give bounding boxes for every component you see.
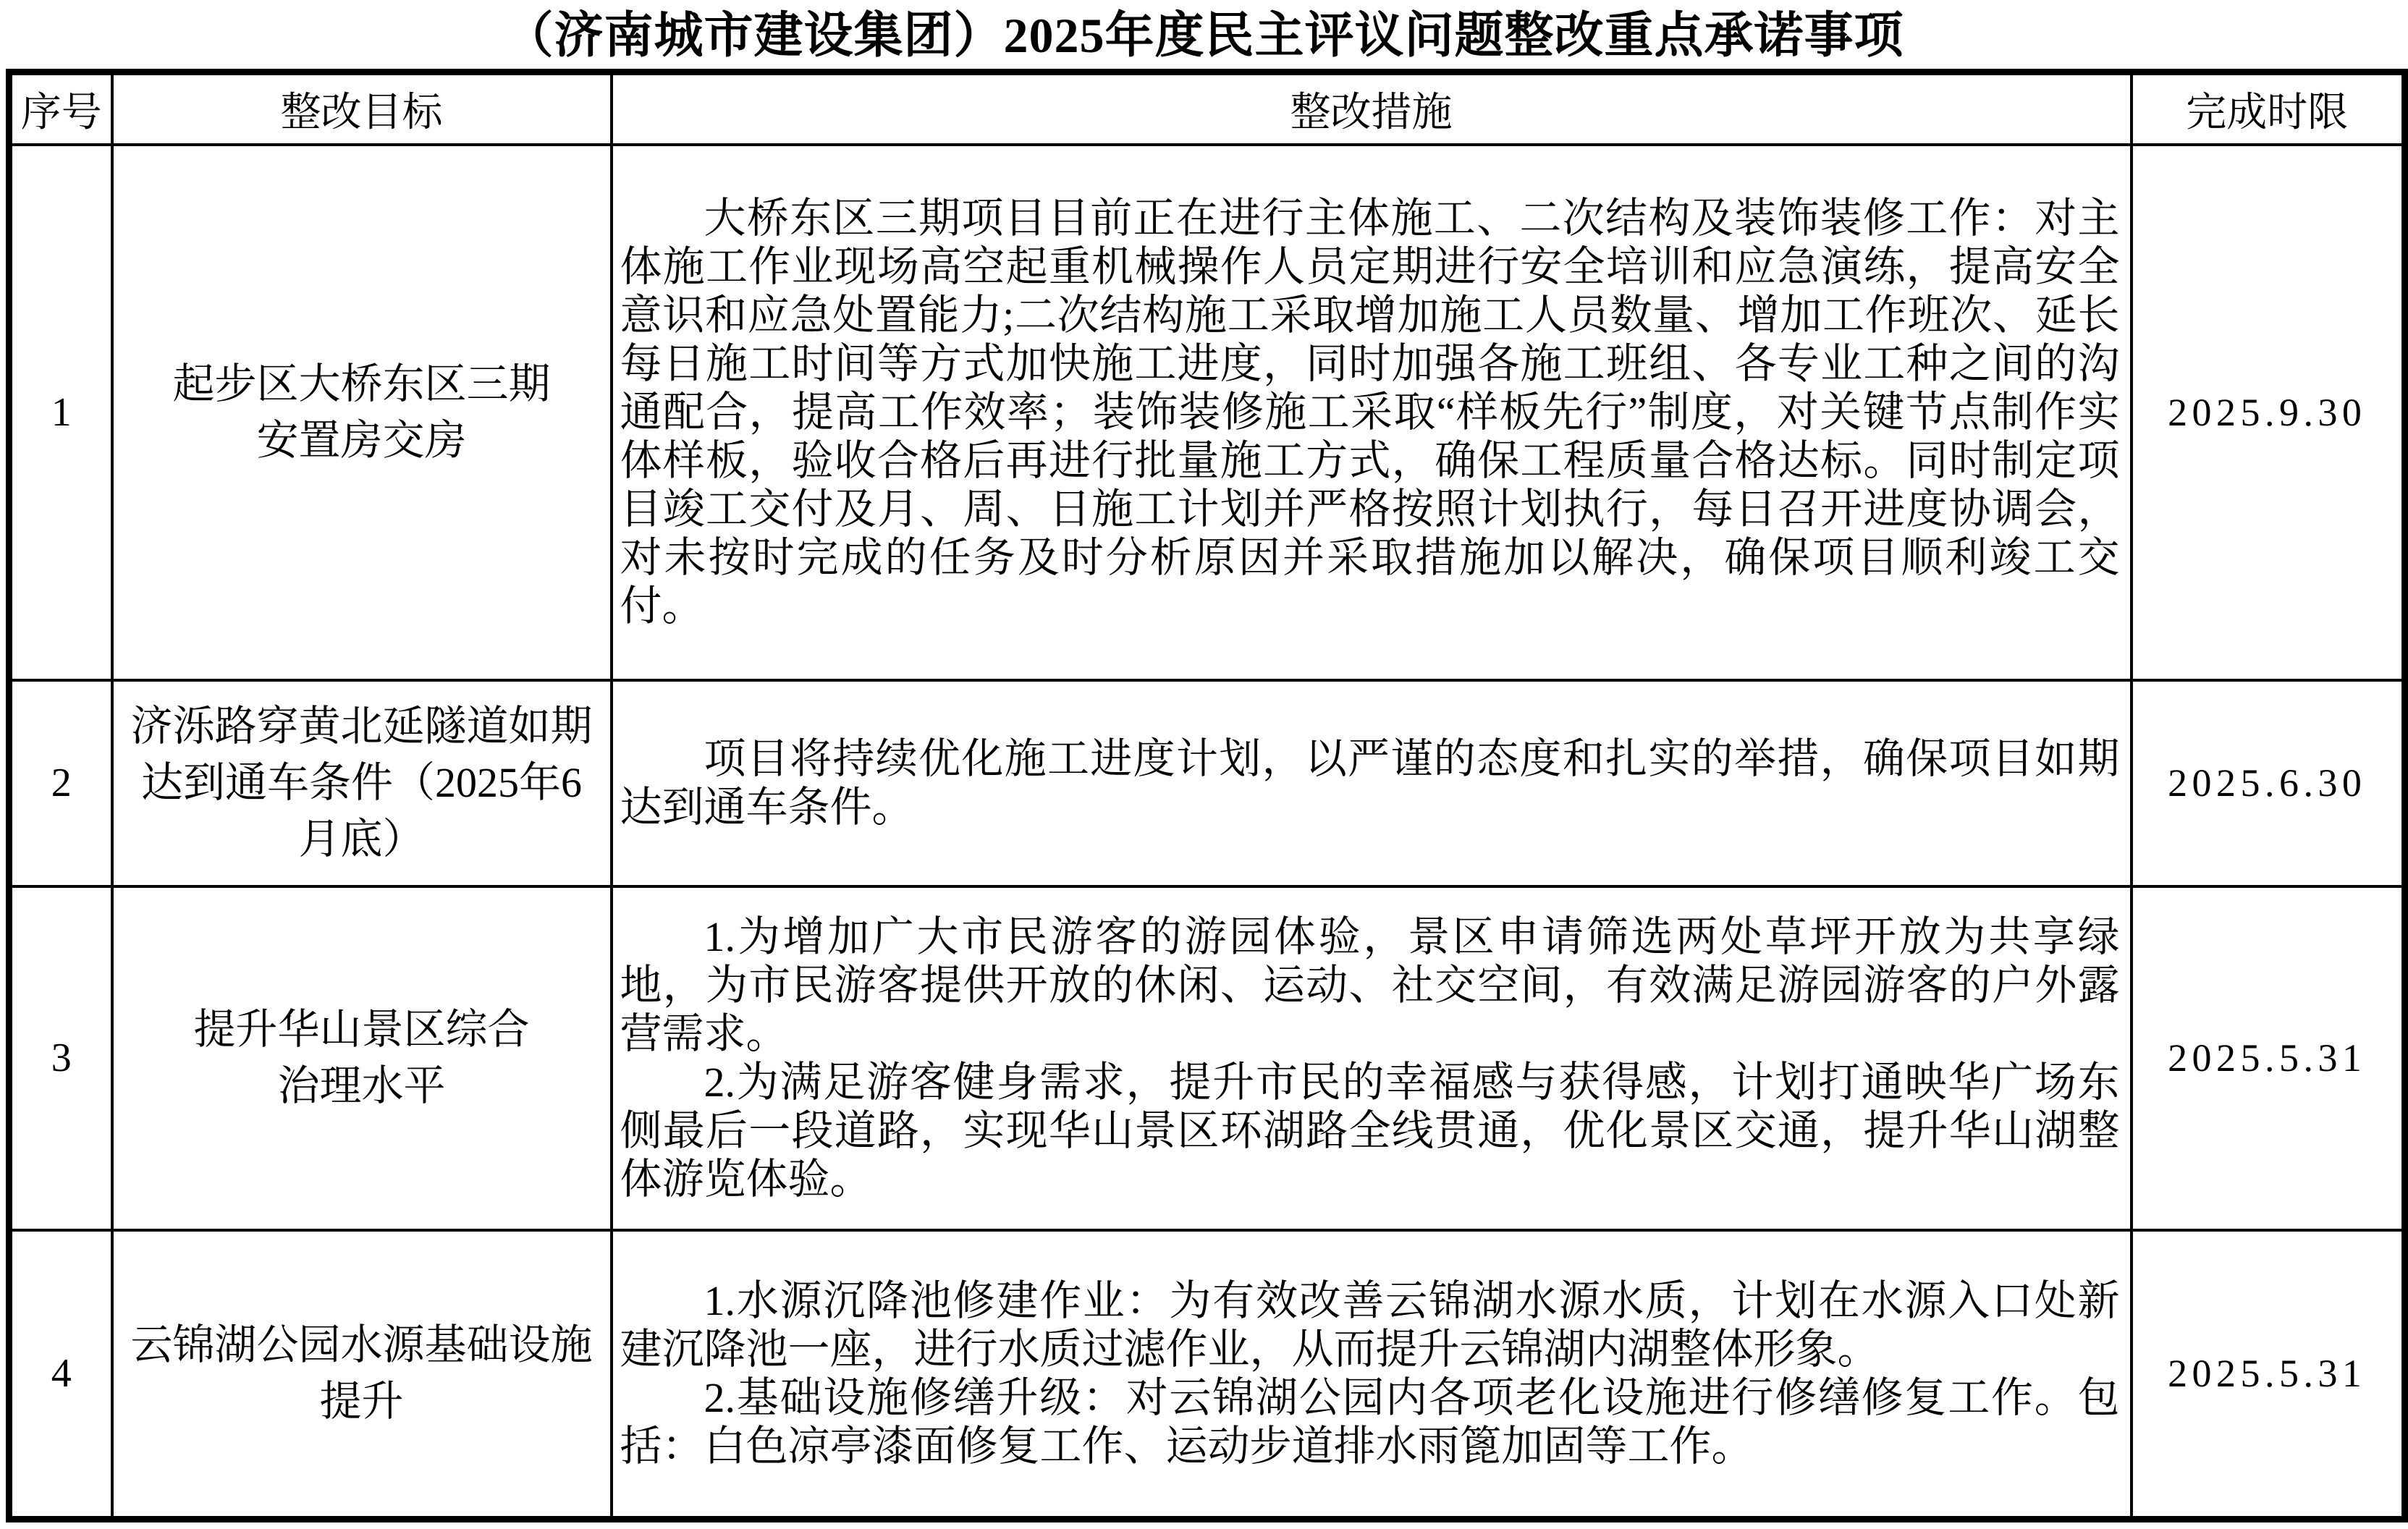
row-index: 3 [9,886,112,1230]
goal-line: 提升华山景区综合 [193,1006,530,1053]
column-header-measures: 整改措施 [612,72,2132,145]
deadline-cell: 2025.9.30 [2132,145,2405,680]
goal-line: 安置房交房 [256,416,467,464]
goal-line: 提升 [319,1378,404,1426]
rectification-table [6,69,2408,1522]
measure-paragraph: 1.为增加广大市民游客的游园体验，景区申请筛选两处草坪开放为共享绿地，为市民游客提供开放的休闲、运动、社交空间，有效满足游园游客的户外露营需求。 [620,913,2120,1057]
measure-paragraph: 2.为满足游客健身需求，提升市民的幸福感与获得感，计划打通映华广场东侧最后一段道路，实现华山景区环湖路全线贯通，优化景区交通，提升华山湖整体游览体验。 [620,1059,2120,1203]
goal-line: 月底） [298,816,425,863]
measures-cell [612,886,2132,1230]
measure-paragraph: 项目将持续优化施工进度计划，以严谨的态度和扎实的举措，确保项目如期达到通车条件。 [620,735,2120,831]
row-index: 2 [9,680,112,886]
page-title: （济南城市建设集团）2025年度民主评议问题整改重点承诺事项 [504,8,1904,63]
goal-line: 起步区大桥东区三期 [172,360,551,407]
table-row [9,680,2405,886]
row-index: 1 [9,145,112,680]
goal-line: 治理水平 [277,1062,446,1109]
row-index: 4 [9,1230,112,1520]
goal-cell [112,1230,612,1520]
column-header-index: 序号 [9,72,112,145]
table-row [9,145,2405,680]
measures-cell [612,145,2132,680]
measure-paragraph: 1.水源沉降池修建作业：为有效改善云锦湖水源水质，计划在水源入口处新建沉降池一座，进行水质过滤作业，从而提升云锦湖内湖整体形象。 [620,1277,2120,1373]
table-row [9,1230,2405,1520]
deadline-cell: 2025.6.30 [2132,680,2405,886]
measure-paragraph: 2.基础设施修缮升级：对云锦湖公园内各项老化设施进行修缮修复工作。包括：白色凉亭漆面修复工作、运动步道排水雨篦加固等工作。 [620,1374,2120,1470]
column-header-deadline: 完成时限 [2132,72,2405,145]
goal-cell [112,680,612,886]
goal-cell [112,886,612,1230]
goal-cell [112,145,612,680]
goal-line: 济泺路穿黄北延隧道如期 [130,703,593,750]
goal-line: 云锦湖公园水源基础设施 [130,1321,593,1369]
column-header-goal: 整改目标 [112,72,612,145]
table-row [9,886,2405,1230]
measure-paragraph: 大桥东区三期项目目前正在进行主体施工、二次结构及装饰装修工作：对主体施工作业现场高空起重机械操作人员定期进行安全培训和应急演练，提高安全意识和应急处置能力;二次结构施工采取增加施工人员数量、增加工作班次、延长每日施工时间等方式加快施工进度，同时加强各施工班组、各专业工种之间的沟通配合，提高工作效率；装饰装修施工采取“样板先行”制度，对关键节点制作实体样板，验收合格后再进行批量施工方式，确保工程质量合格达标。同时制定项目竣工交付及月、周、日施工计划并严格按照计划执行，每日召开进度协调会，对未按时完成的任务及时分析原因并采取措施加以解决，确保项目顺利竣工交付。 [620,195,2120,630]
goal-line: 达到通车条件（2025年6 [140,759,582,806]
deadline-cell: 2025.5.31 [2132,1230,2405,1520]
measures-cell [612,1230,2132,1520]
measures-cell [612,680,2132,886]
table-header-row [9,72,2405,145]
deadline-cell: 2025.5.31 [2132,886,2405,1230]
